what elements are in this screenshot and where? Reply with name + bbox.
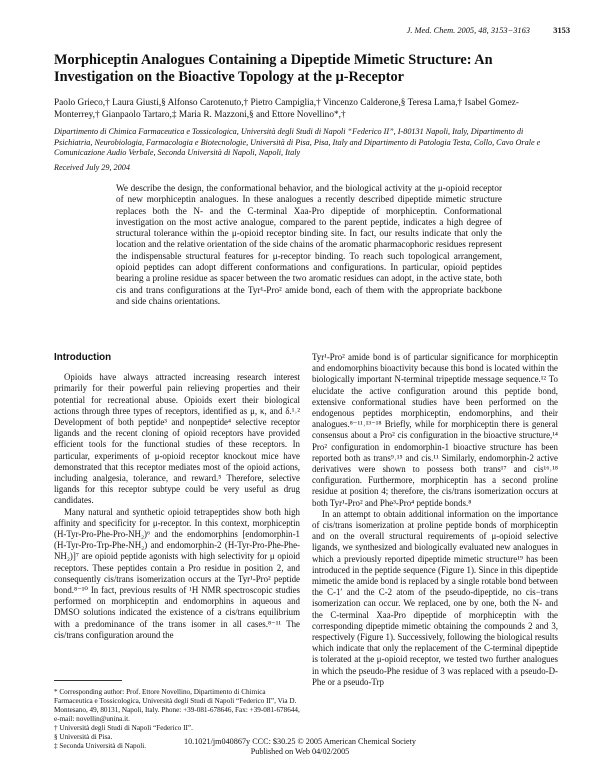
right-column: [312, 352, 558, 688]
footnote-divider: [54, 680, 122, 681]
journal-citation: J. Med. Chem. 2005, 48, 3153−3163: [406, 26, 530, 35]
left-column: [54, 352, 300, 641]
footnote-corresponding-author: * Corresponding author: Prof. Ettore Novellino, Dipartimento di Chimica Farmaceutica e Tossicologica, Università degli Studi di Napoli “Federico II”, Via D. Montesano, 49, 80131, Napoli, Italy. Phone: +39-081-678646, Fax: +39-081-678644, e-mail: novellin@unina.it.: [54, 688, 300, 723]
paragraph: Tyr¹-Pro² amide bond is of particular significance for morphiceptin and endomorphins bioactivity because this bond is located within the biologically important N-terminal tripeptide message sequence.¹² To elucidate the active configuration around this peptide bond, extensive conformational studies have been performed on the endogenous peptides morphiceptin, endomorphins, and their analogues.⁸⁻¹¹˒¹³⁻¹⁸ Briefly, while for morphiceptin there is general consensus about a Pro² cis configuration in the bioactive structure,¹⁴ Pro² configuration in endomorphin-1 bioactive structure has been reported both as trans⁹˒¹⁵ and cis.¹¹ Similarly, endomorphin-2 active derivatives were shown to possess both trans¹⁷ and cis¹⁶˒¹⁸ configuration. Furthermore, morphiceptin has a second proline residue at position 4; therefore, the cis/trans isomerization occurs at both Tyr¹-Pro² and Phe³-Pro⁴ peptide bonds.⁸: [312, 352, 558, 508]
publication-info: [0, 737, 600, 757]
doi-copyright: 10.1021/jm040867y CCC: $30.25 © 2005 American Chemical Society: [183, 737, 417, 746]
article-title: Morphiceptin Analogues Containing a Dipeptide Mimetic Structure: An Investigation on the Bioactive Topology at the μ-Receptor: [54, 52, 493, 85]
abstract: We describe the design, the conformational behavior, and the biological activity at the μ-opioid receptor of new morphiceptin analogues. In these analogues a recently described dipeptide mimetic structure replaces both the N- and the C-terminal Xaa-Pro dipeptide of morphiceptin. Conformational investigation on the most active analogue, compared to the parent peptide, indicates a high degree of structural tolerance within the μ-opioid receptor binding site. In fact, our results indicate that only the location and the relative orientation of the side chains of the aromatic pharmacophoric residues represent the indispensable structural features for μ-receptor binding. To reach such topological arrangement, opioid peptides can adopt different conformations and configurations. In particular, opioid peptides bearing a proline residue as spacer between the two aromatic residues can adopt, in the active state, both cis and trans configurations at the Tyr¹-Pro² amide bond, each of them with the appropriate backbone and side chains orientations.: [116, 183, 502, 306]
page-number: 3153: [553, 26, 570, 35]
section-heading-introduction: Introduction: [54, 352, 112, 363]
footnote: § Università di Pisa.: [54, 733, 113, 741]
footnote: † Università degli Studi di Napoli “Federico II”.: [54, 724, 193, 732]
received-date: Received July 29, 2004: [54, 163, 130, 172]
paragraph: In an attempt to obtain additional information on the importance of cis/trans isomerization at proline peptide bonds of morphiceptin and on the overall structural requirements of μ-opioid selective ligands, we synthesized and biologically evaluated new analogues in which a previously reported dipeptide mimetic structure¹⁹ has been introduced in the peptide sequence (Figure 1). Since in this dipeptide mimetic the amide bond is replaced by a single rotable bond between the C-1′ and the C-2 atom of the pseudo-dipeptide, no cis−trans isomerization can occur. We replaced, one by one, both the N- and the C-terminal Xaa-Pro dipeptide of morphiceptin with the corresponding dipeptide mimetic obtaining the compounds 2 and 3, respectively (Figure 1). Successively, following the biological results which indicate that only the replacement of the C-terminal dipeptide is tolerated at the μ-opioid receptor, we tested two further analogues in which the pseudo-Phe residue of 3 was replaced with a pseudo-D-Phe or a pseudo-Trp: [312, 508, 558, 687]
paragraph: Opioids have always attracted increasing research interest primarily for their powerful pain relieving properties and their potential for recreational abuse. Opioids exert their biological actions through three types of receptors, identified as μ, κ, and δ.¹˒² Development of both peptide³ and nonpeptide⁴ selective receptor ligands and the recent cloning of opioid receptors have provided efficient tools for the functional studies of these receptors. In particular, experiments of μ-opioid receptor knockout mice have demonstrated that this receptor mediates most of the opioid actions, including analgesia, tolerance, and reward.⁵ Therefore, selective ligands for this receptor subtype could be very useful as drug candidates.: [54, 372, 300, 506]
published-date: Published on Web 04/02/2005: [250, 747, 350, 756]
author-list: Paolo Grieco,† Laura Giusti,§ Alfonso Carotenuto,† Pietro Campiglia,† Vincenzo Calderone,§ Teresa Lama,† Isabel Gomez-Monterrey,† Gianpaolo Tartaro,‡ Maria R. Mazzoni,§ and Ettore Novellino*,†: [54, 98, 519, 120]
paragraph: Many natural and synthetic opioid tetrapeptides show both high affinity and specificity for μ-receptor. In this context, morphiceptin (H-Tyr-Pro-Phe-Pro-NH₂)⁶ and the endomorphins [endomorphin-1 (H-Tyr-Pro-Trp-Phe-NH₂) and endomorphin-2 (H-Tyr-Pro-Phe-Phe-NH₂)]⁷ are opioid peptide agonists with high selectivity for μ opioid receptors. These peptides contain a Pro residue in position 2, and consequently cis/trans isomerization occurs at the Tyr¹-Pro² peptide bond.⁸⁻¹⁰ In fact, previous results of ¹H NMR spectroscopic studies performed on morphiceptin and endomorphins in aqueous and DMSO solutions indicated the existence of a cis/trans equilibrium with a predominance of the trans isomer in all cases.⁸⁻¹¹ The cis/trans configuration around the: [54, 506, 300, 640]
affiliations: Dipartimento di Chimica Farmaceutica e Tossicologica, Università degli Studi di Napoli “Federico II”, I-80131 Napoli, Italy, Dipartimento di Psichiatria, Neurobiologia, Farmacologia e Biotecnologie, Università di Pisa, Pisa, Italy and Dipartimento di Patologia Testa, Collo, Cavo Orale e Comunicazione Audio Verbale, Seconda Università di Napoli, Napoli, Italy: [54, 127, 541, 158]
running-head: [0, 26, 570, 38]
footnote: ‡ Seconda Università di Napoli.: [54, 742, 147, 750]
